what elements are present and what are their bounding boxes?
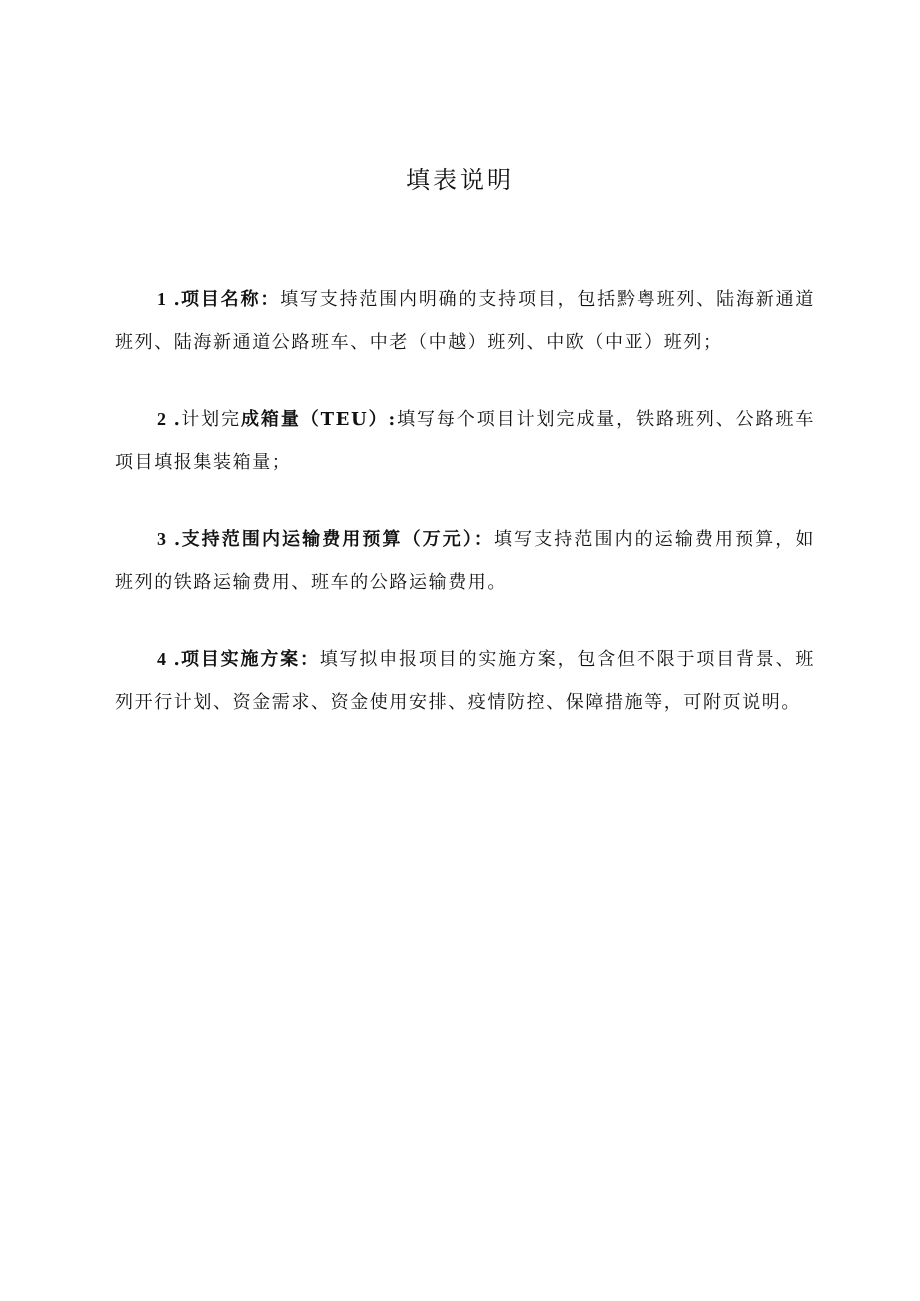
- item-body: 填写拟申报项目的实施方案，包含但不限于项目背景、班列开行计划、资金需求、资金使用安排、疫情防控、保障措施等，可附页说明。: [115, 649, 816, 713]
- item-number: 4: [157, 649, 166, 669]
- instruction-list: [115, 278, 815, 758]
- instruction-item-1: [115, 278, 815, 364]
- item-term: 项目名称：: [180, 289, 281, 310]
- item-separator: .: [173, 409, 181, 430]
- item-term-prefix: 计划完: [180, 409, 241, 430]
- item-term: 支持范围内运输费用预算（万元）：: [181, 529, 495, 550]
- item-term: 成箱量（TEU）:: [241, 409, 397, 430]
- item-number: 1: [157, 289, 166, 309]
- item-separator: .: [173, 649, 181, 670]
- item-body: 填写支持范围内的运输费用预算，如班列的铁路运输费用、班车的公路运输费用。: [115, 529, 815, 593]
- instruction-item-4: [115, 638, 815, 724]
- item-separator: .: [173, 529, 182, 550]
- item-separator: .: [173, 289, 181, 310]
- item-term: 项目实施方案：: [180, 649, 320, 670]
- instruction-item-3: [115, 518, 815, 604]
- item-body: 填写每个项目计划完成量，铁路班列、公路班车项目填报集装箱量；: [115, 409, 815, 473]
- item-number: 3: [157, 529, 166, 549]
- item-number: 2: [157, 409, 166, 429]
- item-body: 填写支持范围内明确的支持项目，包括黔粤班列、陆海新通道班列、陆海新通道公路班车、中老（中越）班列、中欧（中亚）班列；: [115, 289, 816, 353]
- page-title: 填表说明: [406, 166, 514, 194]
- instruction-item-2: [115, 398, 815, 484]
